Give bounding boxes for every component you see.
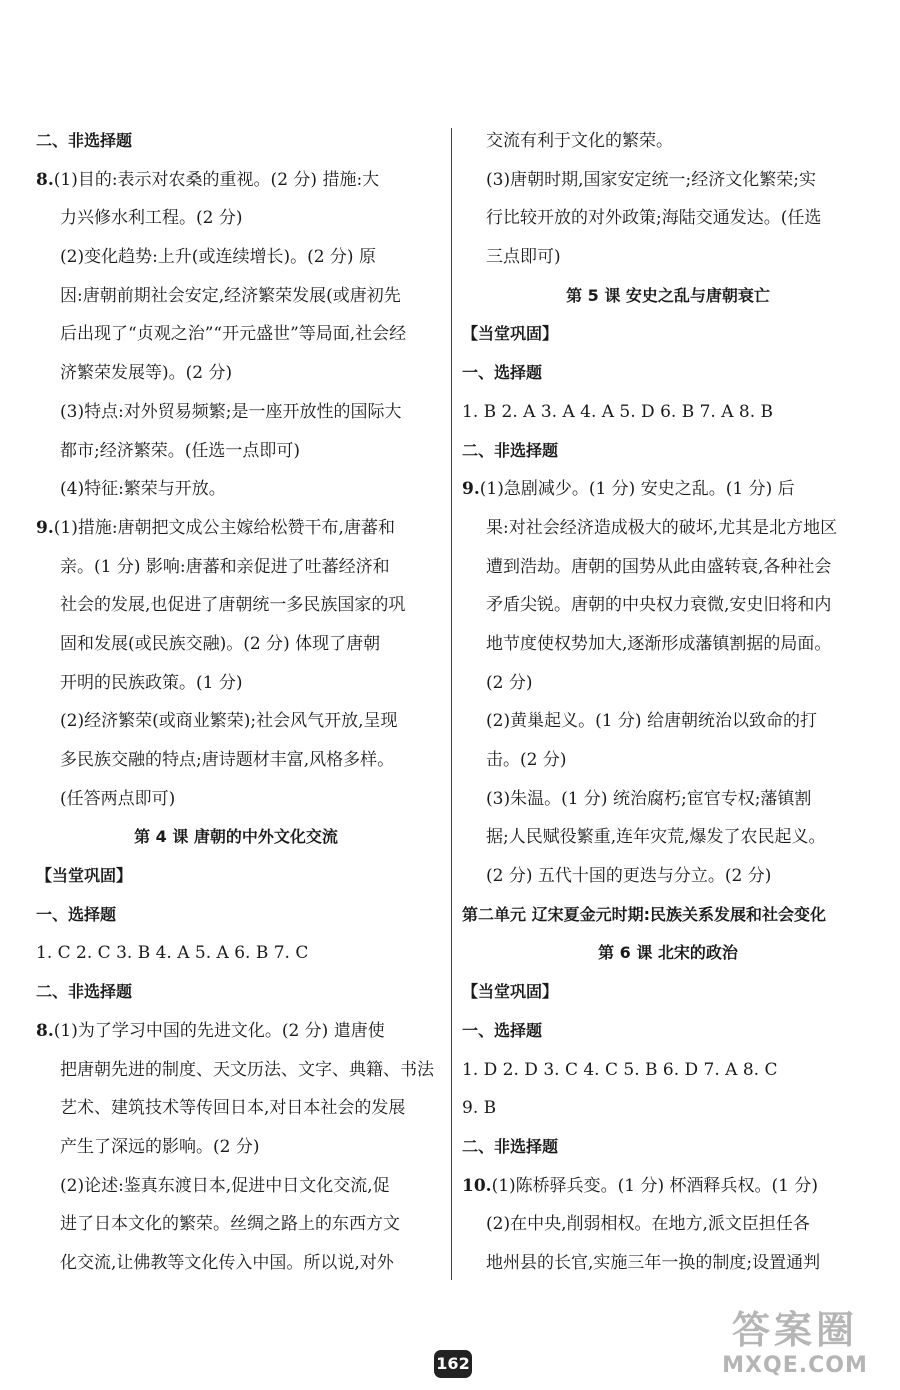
text-line xyxy=(36,238,436,277)
line-text: 1. C 2. C 3. B 4. A 5. A 6. B 7. C xyxy=(36,943,309,964)
line-text: 击。(2 分) xyxy=(486,750,567,770)
text-line xyxy=(462,393,874,432)
line-text: (1)为了学习中国的先进文化。(2 分) 遣唐使 xyxy=(53,1020,385,1041)
line-text: 地节度使权势加大,逐渐形成藩镇割据的局面。 xyxy=(486,633,832,654)
line-text: (2)论述:鉴真东渡日本,促进中日文化交流,促 xyxy=(60,1175,390,1196)
line-text: 艺术、建筑技术等传回日本,对日本社会的发展 xyxy=(60,1098,406,1119)
line-text: 固和发展(或民族交融)。(2 分) 体现了唐朝 xyxy=(60,633,381,654)
line-text: 二、非选择题 xyxy=(36,982,133,1002)
text-line xyxy=(462,548,874,587)
text-line xyxy=(36,1205,436,1244)
watermark-logo: 答案圈 xyxy=(731,1308,858,1352)
line-text: 1. D 2. D 3. C 4. C 5. B 6. D 7. A 8. C xyxy=(462,1059,778,1080)
text-line xyxy=(36,973,436,1012)
text-line xyxy=(462,1128,874,1167)
text-line xyxy=(462,315,874,354)
line-text: 遭到浩劫。唐朝的国势从此由盛转衰,各种社会 xyxy=(486,556,832,577)
line-text: 行比较开放的对外政策;海陆交通发达。(任选 xyxy=(486,208,822,229)
text-line xyxy=(36,1012,436,1051)
line-text: (任答两点即可) xyxy=(60,788,176,809)
text-line xyxy=(462,509,874,548)
line-text: (4)特征:繁荣与开放。 xyxy=(60,479,226,500)
text-line xyxy=(36,664,436,703)
text-line xyxy=(462,1167,874,1206)
text-line xyxy=(36,509,436,548)
text-line xyxy=(462,1205,874,1244)
text-line xyxy=(36,1167,436,1206)
text-line xyxy=(462,122,874,161)
line-text: 济繁荣发展等)。(2 分) xyxy=(60,363,233,384)
line-text: 开明的民族政策。(1 分) xyxy=(60,672,243,693)
text-line xyxy=(462,586,874,625)
line-text: 【当堂巩固】 xyxy=(36,866,133,886)
line-text: 亲。(1 分) 影响:唐蕃和亲促进了吐蕃经济和 xyxy=(60,556,390,577)
text-line xyxy=(36,702,436,741)
line-text: 9. B xyxy=(462,1098,497,1119)
line-text: 多民族交融的特点;唐诗题材丰富,风格多样。 xyxy=(60,750,395,770)
line-text: 一、选择题 xyxy=(462,1020,543,1040)
line-text: (2 分) xyxy=(486,672,533,693)
text-line xyxy=(462,161,874,200)
text-line xyxy=(36,548,436,587)
page-number: 162 xyxy=(434,1350,472,1378)
line-text: (1)目的:表示对农桑的重视。(2 分) 措施:大 xyxy=(53,169,380,190)
text-line xyxy=(462,625,874,664)
text-line xyxy=(462,973,874,1012)
question-number: 9. xyxy=(462,479,480,500)
line-text: 后出现了“贞观之治”“开元盛世”等局面,社会经 xyxy=(60,324,407,345)
line-text: 1. B 2. A 3. A 4. A 5. D 6. B 7. A 8. B xyxy=(462,401,774,422)
text-line xyxy=(462,1089,874,1128)
line-text: 第二单元 辽宋夏金元时期:民族关系发展和社会变化 xyxy=(462,904,826,924)
line-text: (1)陈桥驿兵变。(1 分) 杯酒释兵权。(1 分) xyxy=(491,1175,819,1196)
line-text: 二、非选择题 xyxy=(462,440,559,460)
text-line xyxy=(36,741,436,780)
text-line xyxy=(462,857,874,896)
text-line xyxy=(36,896,436,935)
line-text: 矛盾尖锐。唐朝的中央权力衰微,安史旧将和内 xyxy=(486,595,832,616)
text-line xyxy=(36,470,436,509)
line-text: 二、非选择题 xyxy=(462,1136,559,1156)
text-line xyxy=(462,432,874,471)
text-line xyxy=(462,896,874,935)
line-text: (1)急剧减少。(1 分) 安史之乱。(1 分) 后 xyxy=(479,479,795,500)
text-line xyxy=(36,1089,436,1128)
text-line xyxy=(36,586,436,625)
line-text: 第 4 课 唐朝的中外文化交流 xyxy=(134,827,338,847)
line-text: 一、选择题 xyxy=(462,363,543,383)
line-text: (1)措施:唐朝把文成公主嫁给松赞干布,唐蕃和 xyxy=(53,517,395,538)
text-line xyxy=(36,1051,436,1090)
line-text: 社会的发展,也促进了唐朝统一多民族国家的巩 xyxy=(60,595,406,616)
text-line xyxy=(462,1244,874,1283)
text-line xyxy=(36,277,436,316)
line-text: 都市;经济繁荣。(任选一点即可) xyxy=(60,440,300,461)
line-text: 二、非选择题 xyxy=(36,131,133,150)
line-text: (2)在中央,削弱相权。在地方,派文臣担任各 xyxy=(486,1214,810,1235)
text-line xyxy=(36,1244,436,1283)
column-divider xyxy=(451,128,452,1280)
text-line xyxy=(462,354,874,393)
text-line xyxy=(36,857,436,896)
text-line xyxy=(462,664,874,703)
line-text: 第 6 课 北宋的政治 xyxy=(598,943,738,963)
line-text: (2)经济繁荣(或商业繁荣);社会风气开放,呈现 xyxy=(60,711,398,732)
question-number: 10. xyxy=(462,1175,492,1196)
line-text: (2 分) 五代十国的更迭与分立。(2 分) xyxy=(486,866,772,887)
line-text: 一、选择题 xyxy=(36,904,117,924)
text-line xyxy=(462,238,874,277)
watermark xyxy=(700,1308,890,1386)
line-text: 果:对社会经济造成极大的破坏,尤其是北方地区 xyxy=(486,517,838,538)
line-text: 进了日本文化的繁荣。丝绸之路上的东西方文 xyxy=(60,1214,400,1235)
line-text: 力兴修水利工程。(2 分) xyxy=(60,208,243,229)
question-number: 8. xyxy=(36,169,54,190)
question-number: 9. xyxy=(36,517,54,538)
text-line xyxy=(36,315,436,354)
text-line xyxy=(36,432,436,471)
line-text: 产生了深远的影响。(2 分) xyxy=(60,1136,260,1157)
text-line xyxy=(36,199,436,238)
line-text: 据;人民赋役繁重,连年灾荒,爆发了农民起义。 xyxy=(486,827,826,848)
text-line xyxy=(36,934,436,973)
text-line xyxy=(36,780,436,819)
text-line xyxy=(36,818,436,857)
line-text: 把唐朝先进的制度、天文历法、文字、典籍、书法 xyxy=(60,1059,434,1080)
line-text: 因:唐朝前期社会安定,经济繁荣发展(或唐初先 xyxy=(60,285,401,306)
text-line xyxy=(36,625,436,664)
line-text: 化交流,让佛教等文化传入中国。所以说,对外 xyxy=(60,1252,394,1273)
text-line xyxy=(462,741,874,780)
text-line xyxy=(462,470,874,509)
text-line xyxy=(36,393,436,432)
line-text: (3)朱温。(1 分) 统治腐朽;宦官专权;藩镇割 xyxy=(486,788,812,809)
line-text: (3)唐朝时期,国家安定统一;经济文化繁荣;实 xyxy=(486,169,816,190)
text-line xyxy=(36,122,436,161)
text-line xyxy=(462,780,874,819)
left-column xyxy=(36,122,436,1283)
line-text: (2)黄巢起义。(1 分) 给唐朝统治以致命的打 xyxy=(486,711,817,732)
line-text: (2)变化趋势:上升(或连续增长)。(2 分) 原 xyxy=(60,247,376,268)
line-text: (3)特点:对外贸易频繁;是一座开放性的国际大 xyxy=(60,401,402,422)
watermark-url: MXQE.COM xyxy=(722,1353,868,1378)
text-line xyxy=(36,1128,436,1167)
text-line xyxy=(462,934,874,973)
line-text: 【当堂巩固】 xyxy=(462,324,559,344)
text-line xyxy=(462,1051,874,1090)
text-line xyxy=(462,702,874,741)
text-line xyxy=(462,277,874,316)
line-text: 地州县的长官,实施三年一换的制度;设置通判 xyxy=(486,1252,821,1273)
right-column xyxy=(462,122,874,1283)
question-number: 8. xyxy=(36,1020,54,1041)
line-text: 第 5 课 安史之乱与唐朝衰亡 xyxy=(566,285,770,305)
line-text: 交流有利于文化的繁荣。 xyxy=(486,131,673,151)
text-line xyxy=(36,161,436,200)
text-line xyxy=(36,354,436,393)
text-line xyxy=(462,818,874,857)
text-line xyxy=(462,199,874,238)
text-line xyxy=(462,1012,874,1051)
line-text: 三点即可) xyxy=(486,247,561,268)
line-text: 【当堂巩固】 xyxy=(462,982,559,1002)
